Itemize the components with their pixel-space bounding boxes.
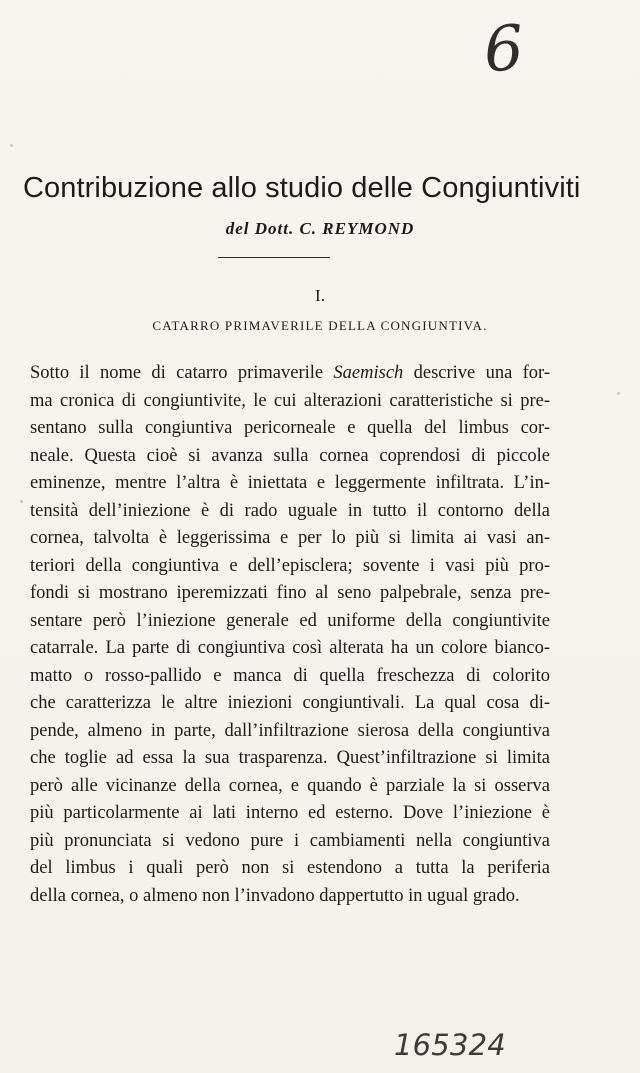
- document-title: Contribuzione allo studio delle Congiuntiviti: [23, 172, 581, 204]
- body-line-15: che toglie ad essa la sua trasparenza. Quest’infiltrazione si limita: [30, 748, 550, 768]
- section-title: CATARRO PRIMAVERILE DELLA CONGIUNTIVA.: [152, 318, 488, 333]
- body-line-20: della cornea, o almeno non l’invadono dappertutto in ugual grado.: [30, 885, 520, 906]
- body-line-8: teriori della congiuntiva e dell’episclera; sovente i vasi più pro-: [30, 555, 550, 576]
- body-line-1: [30, 360, 550, 388]
- body-line-1-start: Sotto il nome di catarro primaverile: [30, 363, 334, 383]
- title-divider: [218, 257, 330, 258]
- body-line-9: fondi si mostrano iperemizzati fino al seno palpebrale, senza pre-: [30, 583, 550, 603]
- body-line-4: neale. Questa cioè si avanza sulla cornea coprendosi di piccole: [30, 445, 550, 466]
- body-line-16: però alle vicinanze della cornea, e quando è parziale la si osserva: [30, 775, 550, 796]
- body-line-2: ma cronica di congiuntivite, le cui alterazioni caratteristiche si pre-: [30, 390, 550, 411]
- paper-speck: [617, 392, 620, 395]
- body-line-3: sentano sulla congiuntiva pericorneale e quella del limbus cor-: [30, 418, 550, 438]
- handwritten-accession-number: 165324: [394, 1028, 506, 1062]
- body-line-17: più particolarmente ai lati interno ed esterno. Dove l’iniezione è: [30, 803, 550, 823]
- body-line-10: sentare però l’iniezione generale ed uniforme della congiuntivite: [30, 610, 550, 631]
- body-line-14: pende, almeno in parte, dall’infiltrazione sierosa della congiuntiva: [30, 720, 550, 741]
- emphasized-name: Saemisch: [333, 363, 404, 383]
- body-line-1-end: descrive una for-: [403, 363, 550, 383]
- handwritten-page-number: 6: [481, 10, 526, 87]
- body-text: [30, 360, 550, 910]
- body-line-19: del limbus i quali però non si estendono a tutta la periferia: [30, 858, 550, 878]
- section-number: I.: [315, 286, 325, 305]
- body-line-7: cornea, talvolta è leggerissima e per lo più si limita ai vasi an-: [30, 528, 550, 548]
- body-line-18: più pronunciata si vedono pure i cambiamenti nella congiuntiva: [30, 830, 550, 851]
- author-line: del Dott. C. REYMOND: [225, 219, 415, 238]
- body-line-5: eminenze, mentre l’altra è iniettata e leggermente infiltrata. L’in-: [30, 473, 550, 493]
- body-line-11: catarrale. La parte di congiuntiva così alterata ha un colore bianco-: [30, 638, 550, 658]
- body-line-12: matto o rosso-pallido e manca di quella freschezza di colorito: [30, 665, 550, 686]
- body-line-13: che caratterizza le altre iniezioni congiuntivali. La qual cosa di-: [30, 693, 550, 713]
- paper-speck: [10, 144, 13, 147]
- paper-speck: [20, 500, 23, 503]
- body-line-6: tensità dell’iniezione è di rado uguale in tutto il contorno della: [30, 500, 550, 521]
